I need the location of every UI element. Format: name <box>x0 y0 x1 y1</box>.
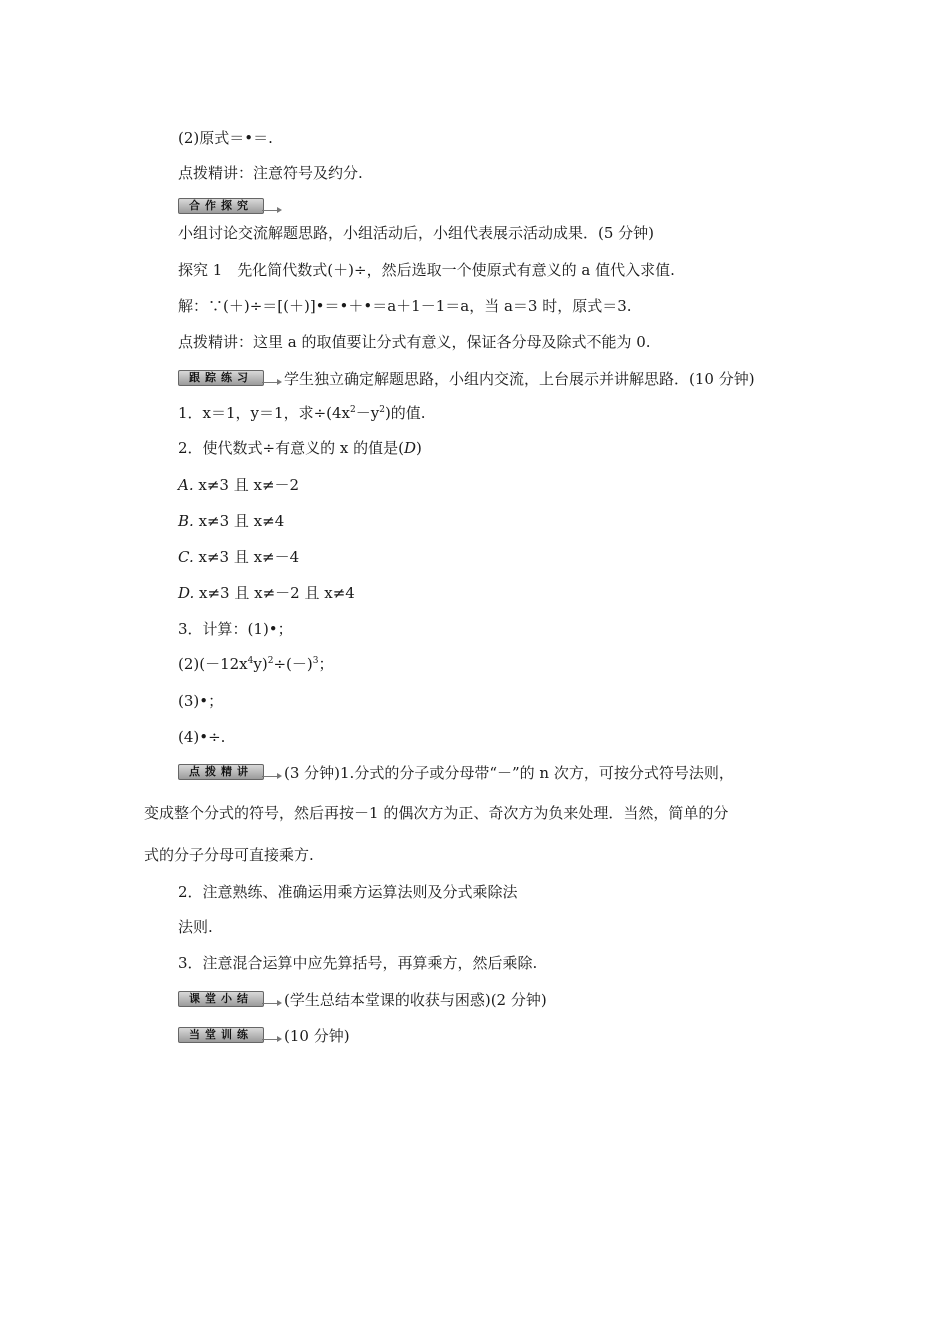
text-line: (10 分钟) <box>284 1027 350 1045</box>
option-a: A. x≠3 且 x≠－2 <box>178 476 300 494</box>
question-3: 3．计算：(1)•； <box>178 620 293 638</box>
tag-label: 当堂训练 <box>178 1027 264 1043</box>
text-line: 点拨精讲：这里 a 的取值要让分式有意义，保证各分母及除式不能为 0. <box>178 333 651 351</box>
tag-label: 点拨精讲 <box>178 764 264 780</box>
question-2: 2．使代数式÷有意义的 x 的值是(D) <box>178 439 422 457</box>
question-3-part-2: $(2)(-12x^4y)^2\div(-)^3$； <box>178 655 334 673</box>
question-3-part-3: (3)•； <box>178 692 224 710</box>
arrow-icon <box>262 776 278 777</box>
text-line: (学生总结本堂课的收获与困惑)(2 分钟) <box>284 991 547 1009</box>
text-line: 解：∵(＋)÷＝[(＋)]•＝•＋•＝a＋1－1＝a，当 a＝3 时，原式＝3. <box>178 297 632 315</box>
answer-letter: D <box>403 439 416 457</box>
text-line: 点拨精讲：注意符号及约分. <box>178 164 363 182</box>
option-b: B. x≠3 且 x≠4 <box>178 512 285 530</box>
paragraph-ketang <box>178 990 547 1010</box>
option-c: C. x≠3 且 x≠－4 <box>178 548 300 566</box>
text-line: 法则. <box>178 918 213 936</box>
section-tag-hezuo <box>178 197 284 217</box>
arrow-icon <box>262 382 278 383</box>
text-line: 探究 1 先化简代数式(＋)÷，然后选取一个使原式有意义的 a 值代入求值. <box>178 261 675 279</box>
text-line: 式的分子分母可直接乘方. <box>144 846 314 864</box>
tag-label: 合作探究 <box>178 198 264 214</box>
tag-label: 跟踪练习 <box>178 370 264 386</box>
text-line: 3．注意混合运算中应先算括号，再算乘方，然后乘除. <box>178 954 538 972</box>
arrow-icon <box>262 210 278 211</box>
text-line: 2．注意熟练、准确运用乘方运算法则及分式乘除法 <box>178 883 518 901</box>
question-3-part-4: (4)•÷. <box>178 728 226 746</box>
arrow-icon <box>262 1003 278 1004</box>
question-1: 1．x＝1，y＝1，求$\div(4x^2-y^2)$的值. <box>178 404 426 422</box>
text-line: 变成整个分式的符号，然后再按－1 的偶次方为正、奇次方为负来处理．当然，简单的分 <box>144 804 729 822</box>
text-line: 小组讨论交流解题思路，小组活动后，小组代表展示活动成果．(5 分钟) <box>178 224 655 242</box>
text-line: 学生独立确定解题思路，小组内交流，上台展示并讲解思路．(10 分钟) <box>284 370 755 388</box>
paragraph-dangtang <box>178 1026 350 1046</box>
tag-label: 课堂小结 <box>178 991 264 1007</box>
text-line: (2)原式＝•＝. <box>178 129 273 147</box>
paragraph-dianbo <box>178 763 734 783</box>
paragraph-genzong <box>178 369 755 389</box>
option-d: D. x≠3 且 x≠－2 且 x≠4 <box>178 584 355 602</box>
arrow-icon <box>262 1039 278 1040</box>
text-line: (3 分钟)1.分式的分子或分母带“－”的 n 次方，可按分式符号法则， <box>284 764 734 782</box>
